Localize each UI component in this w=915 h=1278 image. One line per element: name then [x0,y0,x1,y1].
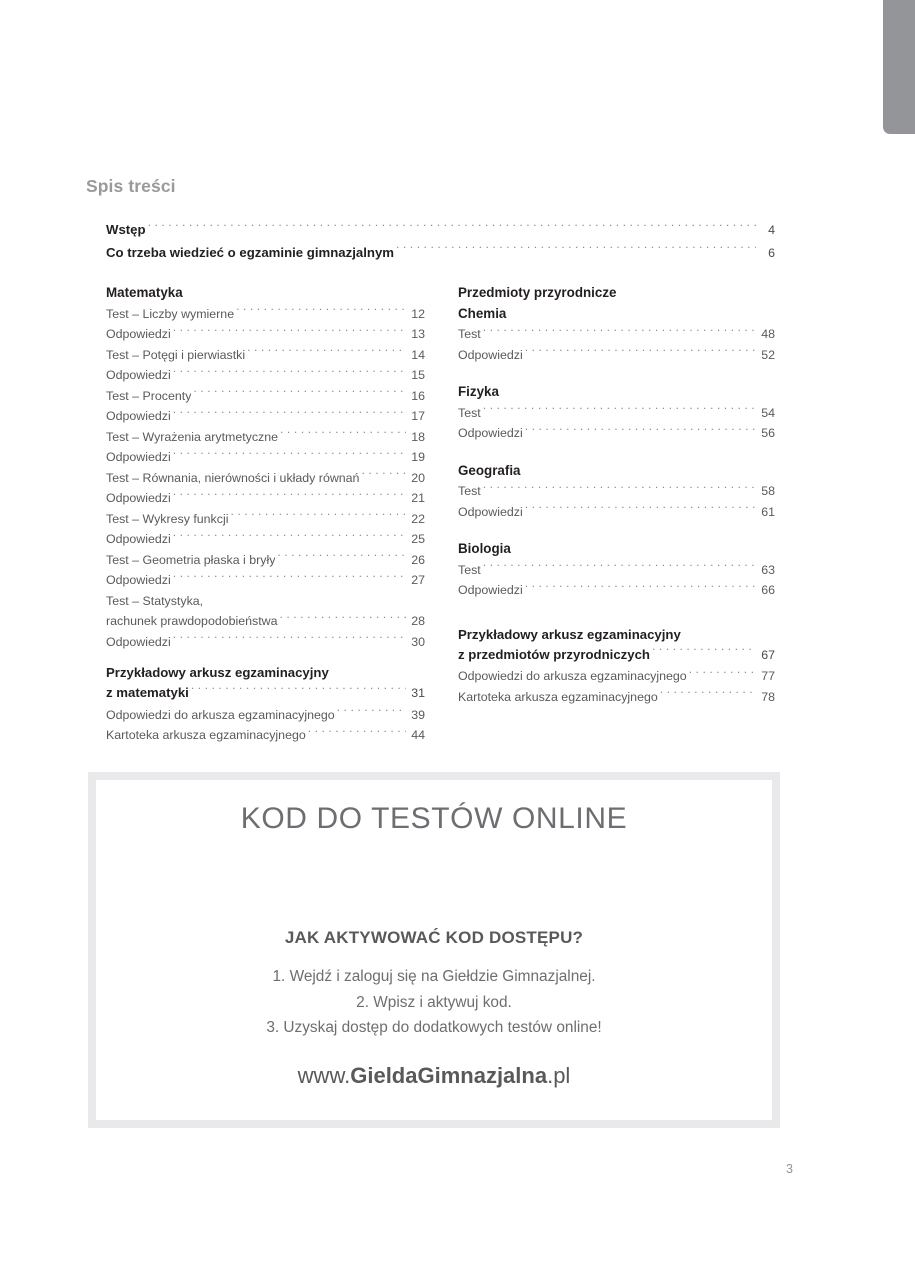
toc-exam-block[interactable] [106,663,425,705]
page-edge-tab-icon [883,0,915,134]
toc-row[interactable] [106,488,425,509]
toc-row-page: 21 [411,491,425,505]
promo-steps-list [96,964,772,1041]
dot-leader-icon [173,531,406,543]
toc-row-label: Kartoteka arkusza egzaminacyjnego [458,689,658,704]
toc-row[interactable] [458,345,775,366]
toc-row-page: 19 [411,450,425,464]
toc-row-label: Odpowiedzi [106,409,171,423]
toc-row[interactable] [458,481,775,502]
toc-row[interactable] [458,666,775,687]
toc-row-label: Wstęp [106,222,146,237]
toc-row-wrapped[interactable] [106,591,425,632]
toc-row-label: Odpowiedzi [106,450,171,464]
toc-right-column [458,283,775,707]
toc-row[interactable] [106,509,425,530]
toc-row[interactable] [106,427,425,448]
toc-row-page: 6 [768,245,775,260]
dot-leader-icon [277,551,406,563]
toc-row-page: 14 [411,347,425,362]
toc-row-page: 63 [761,562,775,577]
toc-row-label: Co trzeba wiedzieć o egzaminie gimnazjalnym [106,244,395,260]
toc-row[interactable] [106,550,425,571]
dot-leader-icon [396,243,756,256]
toc-row-page: 15 [411,368,425,382]
dot-leader-icon [337,706,406,718]
toc-row-page: 56 [761,426,775,440]
toc-row-wrapped-tail [106,611,425,632]
url-brand: GieldaGimnazjalna [350,1062,548,1088]
dot-leader-icon [660,688,756,700]
toc-row-label: Test [458,327,481,341]
toc-row[interactable] [458,502,775,523]
toc-row-page: 20 [411,470,425,485]
toc-row-page: 39 [411,707,425,722]
section-heading-matematyka: Matematyka [106,285,183,300]
dot-leader-icon [483,561,756,573]
toc-row-label: Test [458,562,481,577]
toc-row-page: 13 [411,327,425,341]
promo-step: 2. Wpisz i aktywuj kod. [356,993,512,1011]
toc-row[interactable] [106,219,775,242]
toc-row-label: Test – Procenty [106,388,192,403]
dot-leader-icon [191,684,406,697]
toc-exam-label-line2: z matematyki [106,685,189,700]
online-code-promo-box [88,772,780,1128]
section-heading-chemia: Chemia [458,305,507,321]
toc-row-page: 22 [411,511,425,526]
toc-row[interactable] [458,580,775,601]
dot-leader-icon [173,490,406,502]
toc-row-label: Test [458,484,481,498]
toc-row-page: 58 [761,484,775,498]
toc-row[interactable] [458,560,775,581]
url-prefix: www. [297,1062,351,1088]
toc-row-label: Odpowiedzi [458,504,523,519]
toc-row-label: Odpowiedzi [106,634,171,649]
promo-website-url[interactable] [96,1063,772,1089]
toc-row[interactable] [458,324,775,345]
toc-row-page: 78 [761,689,775,704]
url-suffix: .pl [547,1062,571,1088]
dot-leader-icon [173,326,406,338]
toc-row[interactable] [106,242,775,265]
toc-row-label: Odpowiedzi [106,532,171,546]
section-heading-fizyka: Fizyka [458,384,499,399]
dot-leader-icon [173,449,406,461]
toc-row-label: Odpowiedzi [106,573,171,587]
section-heading-biologia: Biologia [458,541,511,556]
dot-leader-icon [525,582,756,594]
toc-row-page: 4 [768,223,775,237]
toc-exam-tail [106,682,425,705]
toc-row-label: Test – Geometria płaska i bryły [106,552,276,567]
toc-row-page: 26 [411,552,425,567]
dot-leader-icon [483,483,756,495]
toc-row-page: 44 [411,728,425,742]
toc-row-label: Odpowiedzi [458,583,523,597]
dot-leader-icon [280,428,406,440]
toc-row-label: Odpowiedzi [458,426,523,440]
dot-leader-icon [525,425,756,437]
toc-row-label: Odpowiedzi [106,491,171,505]
toc-row-page: 48 [761,327,775,341]
dot-leader-icon [652,645,756,658]
toc-row-label: Test – Wyrażenia arytmetyczne [106,429,279,444]
toc-row-page: 31 [411,686,425,700]
toc-row-page: 27 [411,573,425,587]
toc-row-page: 67 [761,647,775,662]
dot-leader-icon [173,572,406,584]
toc-row-page: 77 [761,669,775,683]
dot-leader-icon [236,305,406,317]
promo-step: 3. Uzyskaj dostęp do dodatkowych testów online! [266,1019,602,1036]
section-heading-przedmioty-przyrodnicze: Przedmioty przyrodnicze [458,285,617,300]
toc-row[interactable] [106,725,425,746]
promo-subtitle: JAK AKTYWOWAĆ KOD DOSTĘPU? [284,928,584,947]
dot-leader-icon [483,404,756,416]
toc-row-label: Test – Równania, nierówności i układy równań [106,470,360,485]
toc-row-page: 25 [411,532,425,546]
toc-row[interactable] [106,447,425,468]
toc-left-column [106,283,425,746]
toc-fullwidth-rows [106,219,775,264]
dot-leader-icon [525,346,756,358]
toc-row[interactable] [458,423,775,444]
dot-leader-icon [483,326,756,338]
toc-row[interactable] [106,365,425,386]
dot-leader-icon [173,367,406,379]
toc-row-page: 66 [761,583,775,597]
toc-row[interactable] [106,529,425,550]
toc-row-label: Odpowiedzi [458,347,523,362]
toc-row-label: Odpowiedzi do arkusza egzaminacyjnego [106,707,335,722]
dot-leader-icon [193,387,406,399]
dot-leader-icon [689,668,756,680]
toc-row[interactable] [106,304,425,325]
toc-row-label: Test – Wykresy funkcji [106,511,229,526]
section-heading-geografia: Geografia [458,462,521,478]
toc-row[interactable] [106,468,425,489]
dot-leader-icon [308,727,406,739]
toc-row-label-line1: Test – Statystyka, [106,593,204,608]
toc-row-page: 52 [761,347,775,362]
page-number: 3 [786,1162,793,1176]
toc-row-page: 18 [411,429,425,444]
dot-leader-icon [361,469,406,481]
toc-exam-block[interactable] [458,625,775,667]
toc-row[interactable] [106,386,425,407]
toc-row-label: Test – Potęgi i pierwiastki [106,347,246,362]
dot-leader-icon [173,633,406,645]
promo-step: 1. Wejdź i zaloguj się na Giełdzie Gimnazjalnej. [272,968,596,985]
dot-leader-icon [148,221,756,234]
toc-row[interactable] [106,570,425,591]
toc-row-label: Test – Liczby wymierne [106,306,235,321]
page-title: Spis treści [86,176,176,196]
toc-row[interactable] [458,403,775,424]
toc-row-label: Test [458,405,481,420]
toc-row-page: 54 [761,405,775,420]
dot-leader-icon [247,346,406,358]
toc-exam-label-line1: Przykładowy arkusz egzaminacyjny [458,626,681,642]
toc-row-label: Odpowiedzi [106,368,171,382]
toc-row-page: 12 [411,306,425,321]
toc-row-label: Odpowiedzi [106,327,171,341]
toc-row[interactable] [106,406,425,427]
toc-row-page: 28 [411,614,425,628]
toc-row[interactable] [458,687,775,708]
toc-exam-tail [458,644,775,667]
toc-exam-label-line1: Przykładowy arkusz egzaminacyjny [106,665,329,680]
toc-row[interactable] [106,345,425,366]
toc-row-label: Odpowiedzi do arkusza egzaminacyjnego [458,669,687,683]
promo-title: KOD DO TESTÓW ONLINE [240,802,628,835]
toc-row[interactable] [106,632,425,653]
toc-row-page: 16 [411,388,425,403]
toc-exam-label-line2: z przedmiotów przyrodniczych [458,646,650,662]
toc-row-label-line2: rachunek prawdopodobieństwa [106,614,278,628]
toc-row[interactable] [106,324,425,345]
toc-row-page: 61 [761,504,775,519]
dot-leader-icon [525,503,756,515]
toc-row-page: 30 [411,634,425,649]
toc-row-page: 17 [411,409,425,423]
dot-leader-icon [280,613,406,625]
dot-leader-icon [173,408,406,420]
toc-row[interactable] [106,705,425,726]
toc-row-label: Kartoteka arkusza egzaminacyjnego [106,728,306,742]
dot-leader-icon [230,510,406,522]
